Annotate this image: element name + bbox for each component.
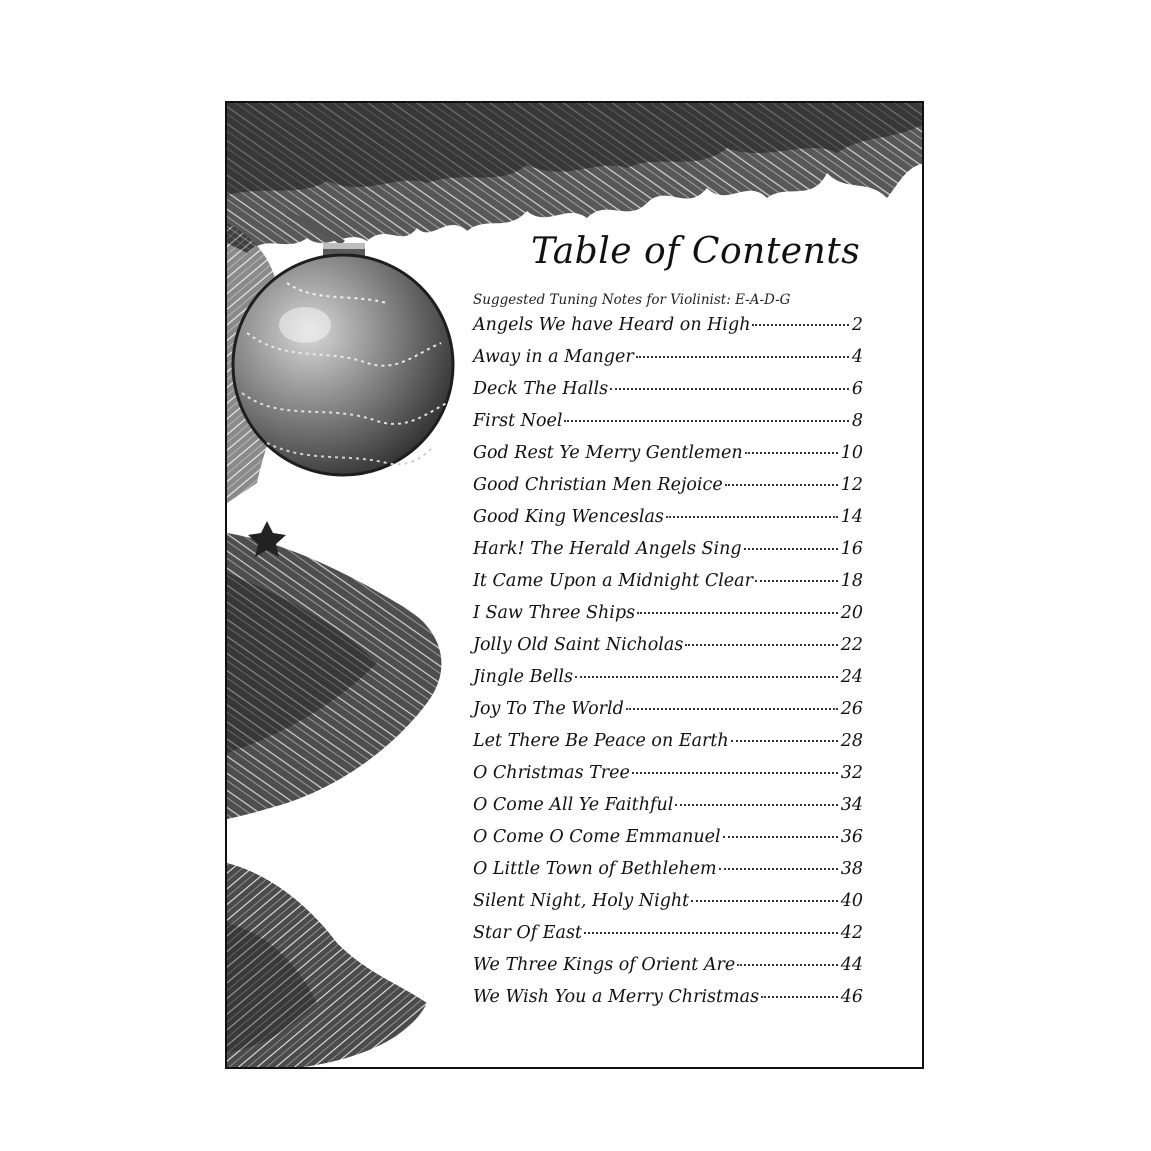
dot-leader (761, 996, 838, 998)
toc-entry-title: O Come O Come Emmanuel (473, 827, 721, 847)
toc-entry-title: We Three Kings of Orient Are (473, 955, 736, 975)
toc-entry-page: 44 (840, 955, 863, 975)
toc-entry (473, 379, 863, 411)
dot-leader (637, 612, 838, 614)
toc-entry (473, 507, 863, 539)
toc-entry (473, 603, 863, 635)
dot-leader (745, 452, 838, 454)
toc-entry-title: First Noel (473, 411, 563, 431)
toc-entry (473, 539, 863, 571)
dot-leader (685, 644, 837, 646)
toc-entry-title: Hark! The Herald Angels Sing (473, 539, 742, 559)
toc-entry-title: Good King Wenceslas (473, 507, 664, 527)
toc-entry (473, 347, 863, 379)
dot-leader (564, 420, 848, 422)
dot-leader (691, 900, 838, 902)
toc-entry-title: Deck The Halls (473, 379, 609, 399)
toc-entry (473, 827, 863, 859)
toc-entry (473, 635, 863, 667)
toc-entry-page: 14 (840, 507, 863, 527)
toc-entry-page: 46 (840, 987, 863, 1007)
toc-entry-title: Silent Night, Holy Night (473, 891, 690, 911)
toc-entry-page: 42 (840, 923, 863, 943)
toc-entry-title: We Wish You a Merry Christmas (473, 987, 760, 1007)
toc-entry-page: 22 (840, 635, 863, 655)
toc-entry-title: Let There Be Peace on Earth (473, 731, 729, 751)
toc-entry (473, 667, 863, 699)
toc-entry (473, 891, 863, 923)
dot-leader (636, 356, 849, 358)
dot-leader (737, 964, 838, 966)
toc-entry-page: 32 (840, 763, 863, 783)
dot-leader (632, 772, 838, 774)
dot-leader (675, 804, 837, 806)
toc-entry-title: Star Of East (473, 923, 582, 943)
toc-entry-title: Joy To The World (473, 699, 624, 719)
toc-entry (473, 475, 863, 507)
dot-leader (755, 580, 838, 582)
toc-entry (473, 859, 863, 891)
dot-leader (575, 676, 838, 678)
toc-entry-page: 20 (840, 603, 863, 623)
toc-entry (473, 699, 863, 731)
toc-entry-title: Good Christian Men Rejoice (473, 475, 723, 495)
dot-leader (752, 324, 848, 326)
toc-entry-page: 16 (840, 539, 863, 559)
toc-entry-page: 10 (840, 443, 863, 463)
toc-entry-title: O Little Town of Bethlehem (473, 859, 717, 879)
dot-leader (723, 836, 838, 838)
dot-leader (626, 708, 838, 710)
toc-entry-page: 40 (840, 891, 863, 911)
toc-entry (473, 571, 863, 603)
toc-entry-title: Jingle Bells (473, 667, 573, 687)
toc-entry-page: 38 (840, 859, 863, 879)
dot-leader (584, 932, 838, 934)
toc-entry-page: 2 (851, 315, 863, 335)
dot-leader (610, 388, 849, 390)
toc-entry-page: 36 (840, 827, 863, 847)
toc-entry (473, 763, 863, 795)
toc-entry-page: 26 (840, 699, 863, 719)
toc-entry-page: 18 (840, 571, 863, 591)
dot-leader (725, 484, 838, 486)
toc-entry-page: 6 (851, 379, 863, 399)
dot-leader (731, 740, 838, 742)
dot-leader (744, 548, 838, 550)
toc-entry-page: 4 (851, 347, 863, 367)
table-of-contents (473, 231, 863, 1019)
toc-entry-title: O Christmas Tree (473, 763, 630, 783)
toc-entry (473, 731, 863, 763)
toc-entry-page: 12 (840, 475, 863, 495)
toc-entries (473, 315, 863, 1019)
toc-entry-page: 34 (840, 795, 863, 815)
toc-entry-page: 28 (840, 731, 863, 751)
toc-entry-title: I Saw Three Ships (473, 603, 636, 623)
toc-title: Table of Contents (531, 231, 861, 272)
toc-entry (473, 411, 863, 443)
toc-entry (473, 987, 863, 1019)
toc-entry-title: Away in a Manger (473, 347, 634, 367)
document-page (225, 101, 924, 1069)
toc-entry-title: Jolly Old Saint Nicholas (473, 635, 684, 655)
dot-leader (719, 868, 838, 870)
toc-entry-title: God Rest Ye Merry Gentlemen (473, 443, 743, 463)
toc-entry-page: 24 (840, 667, 863, 687)
toc-entry-page: 8 (851, 411, 863, 431)
dot-leader (666, 516, 838, 518)
toc-entry-title: O Come All Ye Faithful (473, 795, 674, 815)
toc-entry-title: Angels We have Heard on High (473, 315, 751, 335)
toc-entry (473, 795, 863, 827)
toc-entry (473, 955, 863, 987)
toc-entry (473, 315, 863, 347)
toc-entry (473, 923, 863, 955)
toc-entry-title: It Came Upon a Midnight Clear (473, 571, 753, 591)
tuning-note: Suggested Tuning Notes for Violinist: E-A-D-G (473, 292, 791, 308)
toc-entry (473, 443, 863, 475)
